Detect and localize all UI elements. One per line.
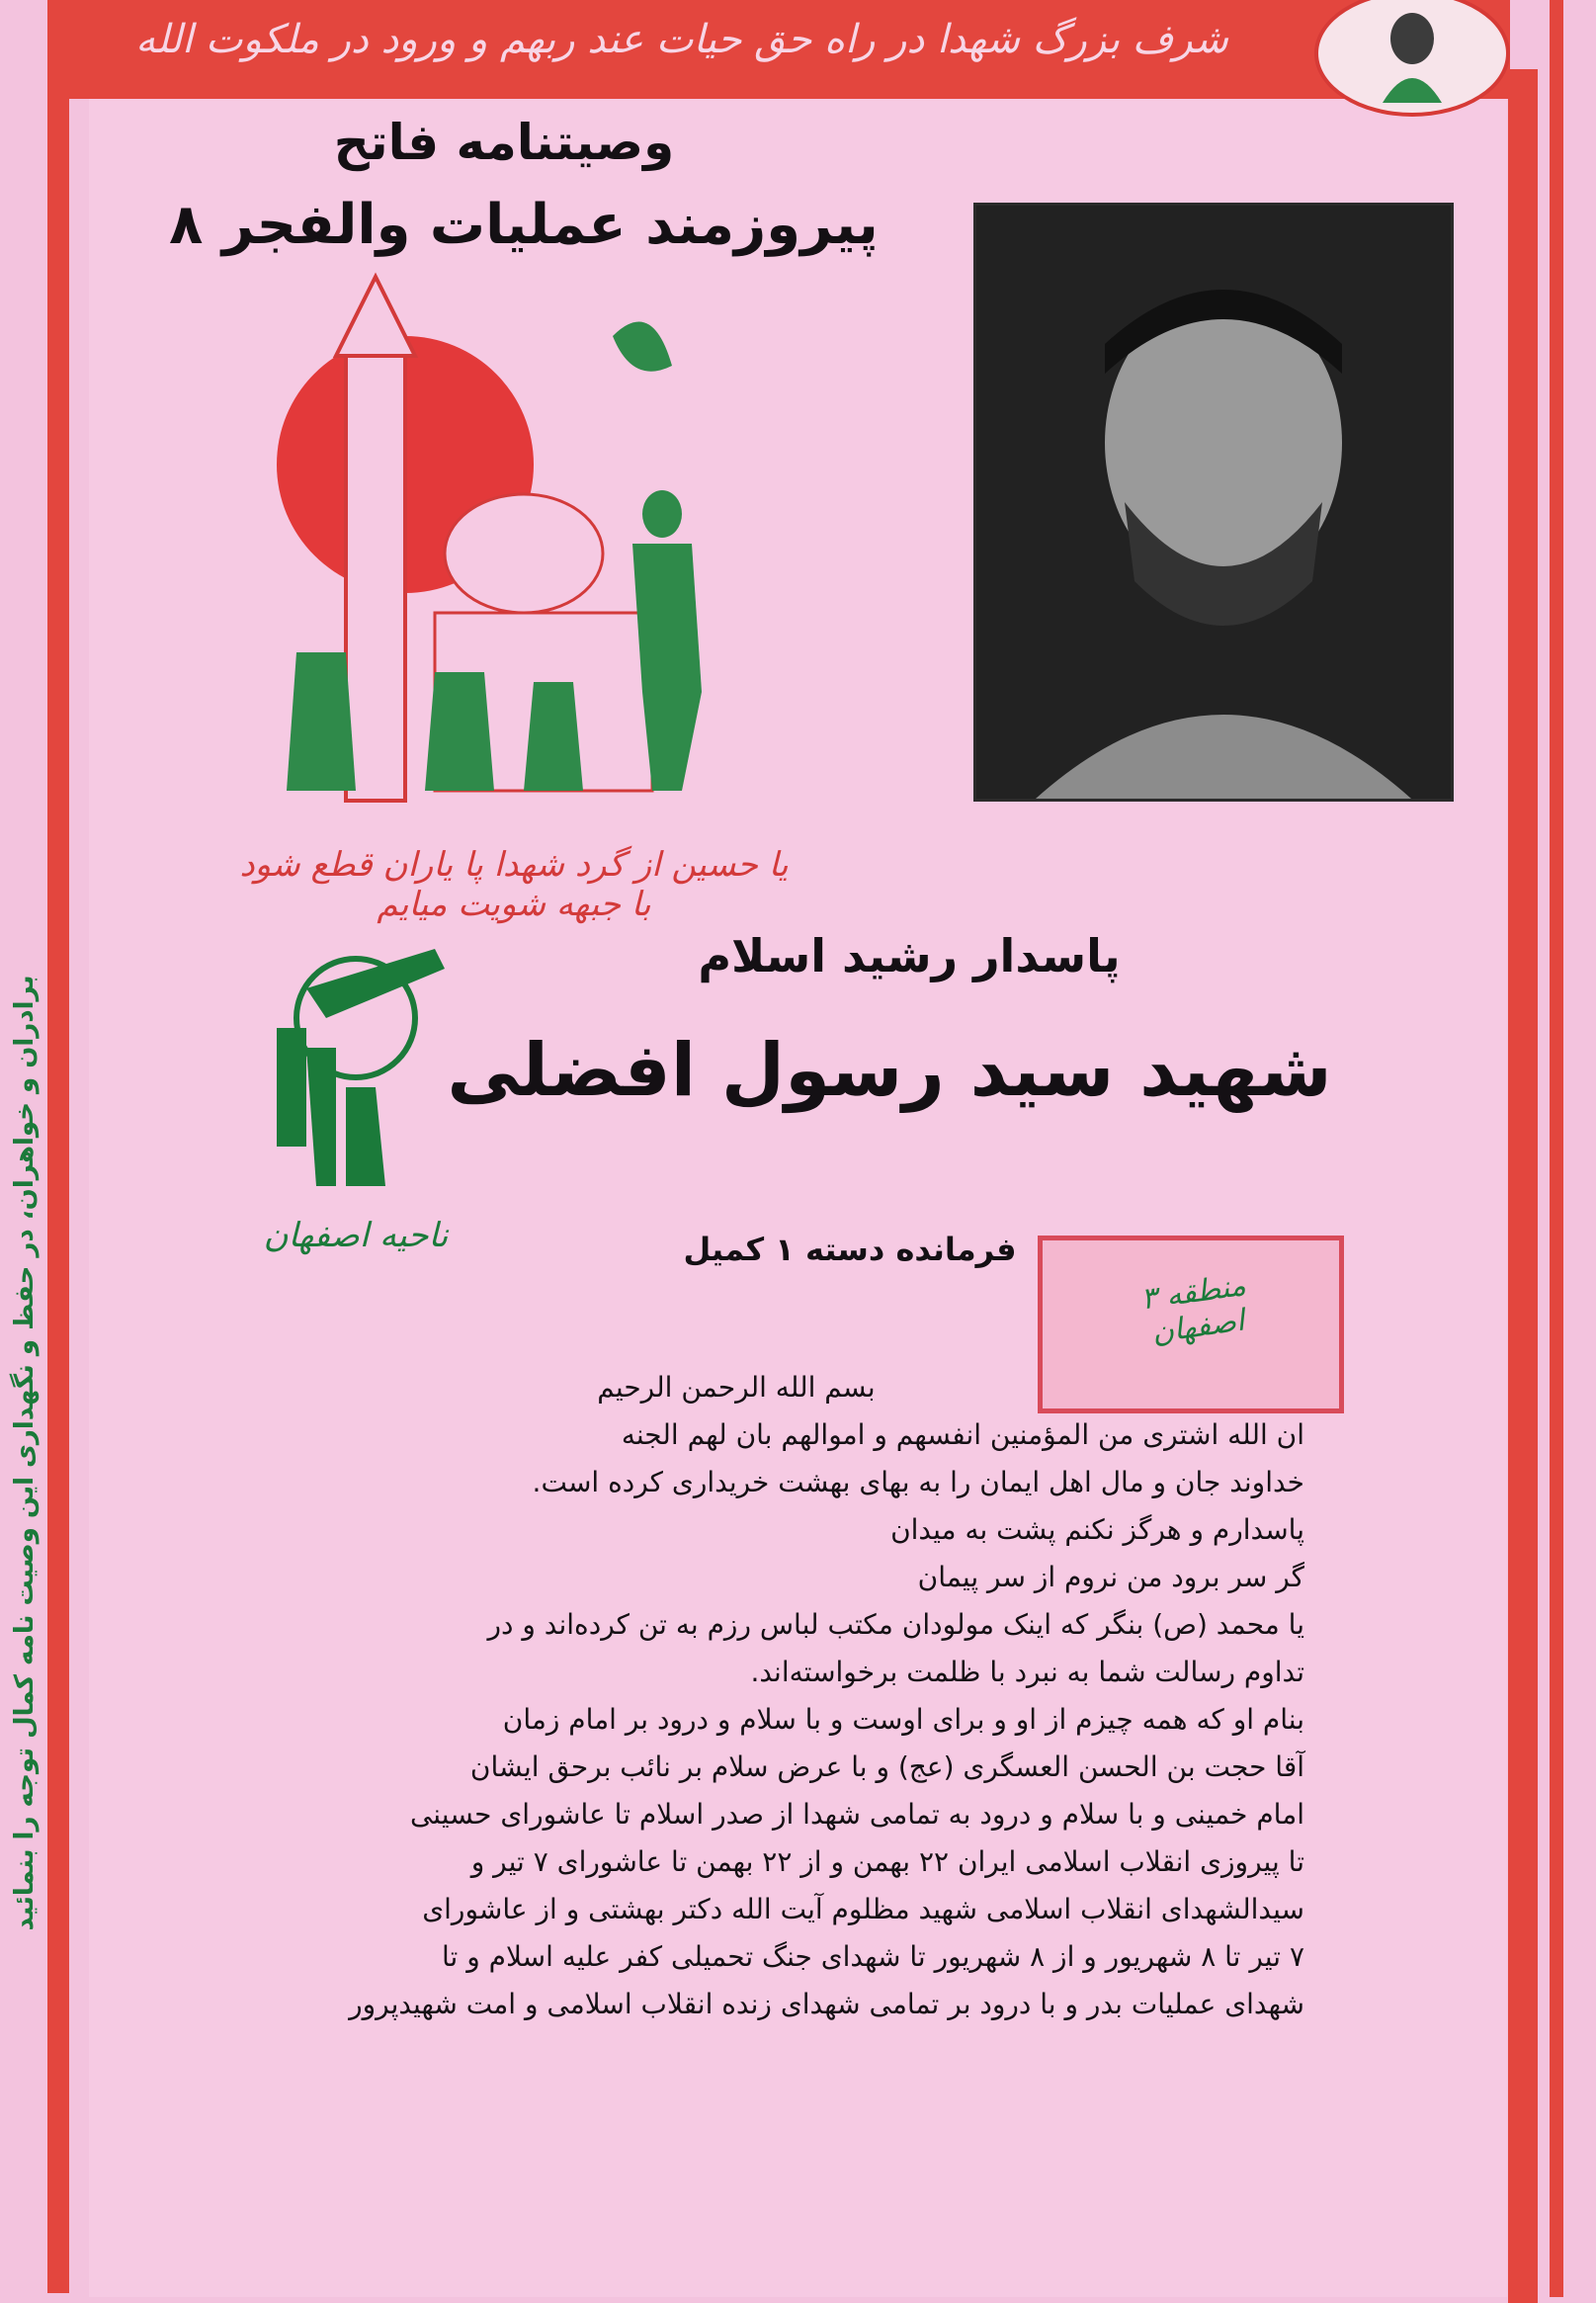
left-border [47,59,69,2293]
document-title: وصیتنامه فاتح [333,114,675,171]
stamp-text: منطقه ۳ اصفهان [1138,1267,1248,1351]
poster-caption: یا حسین از گرد شهدا پا یاران قطع شود با جبهه شویت میایم [239,845,789,924]
logo-caption: ناحیه اصفهان [263,1216,449,1255]
right-border [1508,69,1538,2303]
body-line: بنام او که همه چیزم از او و برای اوست و با سلام و درود بر امام زمان [502,1703,1304,1736]
body-line: خداوند جان و مال اهل ایمان را به بهای بهشت خریداری کرده است. [532,1466,1304,1498]
right-border-outer [1550,0,1563,2297]
body-line: ۷ تیر تا ۸ شهریور و از ۸ شهریور تا شهدای جنگ تحمیلی کفر علیه اسلام و تا [441,1940,1304,1973]
mosque-soldiers-illustration [237,237,791,909]
body-line: یا محمد (ص) بنگر که اینک مولودان مکتب لباس رزم به تن کرده‌اند و در [487,1608,1304,1641]
side-notice: برادران و خواهران، در حفظ و نگهداری این وصیت نامه کمال توجه را بنمائید [10,975,40,1931]
body-line: ان الله اشتری من المؤمنین انفسهم و اموالهم بان لهم الجنه [621,1418,1304,1451]
body-line: پاسدارم و هرگز نکنم پشت به میدان [890,1513,1304,1546]
testament-body [168,1364,1304,2028]
rank-heading: پاسدار رشید اسلام [698,929,1121,982]
martyr-photo [973,203,1454,802]
body-line: تا پیروزی انقلاب اسلامی ایران ۲۲ بهمن و از ۲۲ بهمن تا عاشورای ۷ تیر و [470,1845,1304,1878]
body-line: سیدالشهدای انقلاب اسلامی شهید مظلوم آیت الله دکتر بهشتی و از عاشورای [422,1893,1304,1925]
basmala: بسم الله الرحمن الرحیم [597,1371,876,1404]
top-banner: شرف بزرگ شهدا در راه حق حیات عند ربهم و ورود در ملکوت الله [135,17,1228,62]
martyr-role: فرمانده دسته ۱ کمیل [683,1231,1017,1268]
body-line: شهدای عملیات بدر و با درود بر تمامی شهدای زنده انقلاب اسلامی و امت شهیدپرور [349,1988,1304,2020]
body-line: امام خمینی و با سلام و درود به تمامی شهدا از صدر اسلام تا عاشورای حسینی [409,1798,1304,1831]
body-line: تداوم رسالت شما به نبرد با ظلمت برخواسته‌اند. [750,1656,1304,1688]
leader-portrait-icon [1358,4,1467,103]
document-subtitle: پیروزمند عملیات والفجر ۸ [169,193,879,257]
martyr-name: شهید سید رسول افضلی [447,1028,1332,1113]
body-line: گر سر برود من نروم از سر پیمان [917,1561,1304,1593]
body-line: آقا حجت بن الحسن العسگری (عج) و با عرض سلام بر نائب برحق ایشان [469,1750,1304,1783]
